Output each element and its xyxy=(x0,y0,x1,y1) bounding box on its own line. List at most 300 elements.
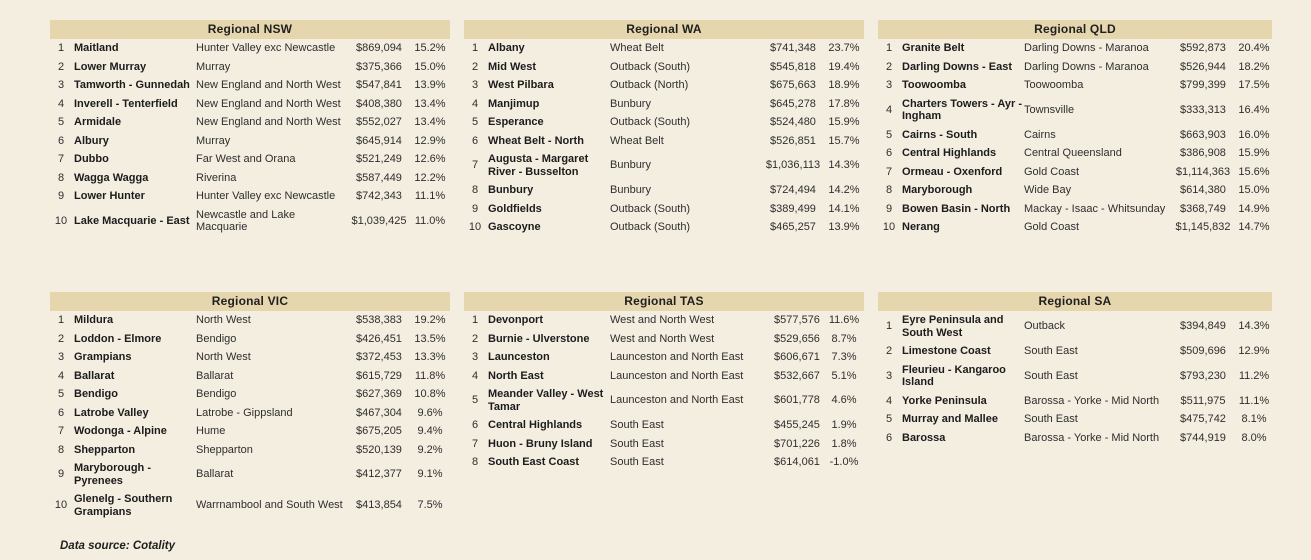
annual-change-cell: 9.2% xyxy=(417,443,443,456)
median-value-cell: $744,919 xyxy=(1180,431,1226,444)
sa4-region-cell: New England and North West xyxy=(196,97,341,110)
rank-cell: 3 xyxy=(885,79,893,91)
region-name-cell: Gascoyne xyxy=(488,221,541,233)
table-row xyxy=(50,95,450,114)
rank-cell: 1 xyxy=(885,320,893,333)
table-row xyxy=(464,385,864,416)
rank-cell: 9 xyxy=(57,468,65,481)
table-row xyxy=(464,348,864,367)
median-value-cell: $675,663 xyxy=(770,79,816,91)
annual-change-cell: 18.9% xyxy=(828,79,860,91)
annual-change-cell: 9.1% xyxy=(417,468,443,481)
rank-cell: 5 xyxy=(885,128,893,141)
region-name-cell: North East xyxy=(488,369,544,382)
annual-change-cell: 7.5% xyxy=(417,499,443,512)
table-row xyxy=(50,132,450,151)
sa4-region-cell: Darling Downs - Maranoa xyxy=(1024,60,1149,73)
rank-cell: 7 xyxy=(471,437,479,450)
annual-change-cell: 19.2% xyxy=(414,314,446,326)
median-value-cell: $408,380 xyxy=(356,97,402,110)
annual-change-cell: 11.1% xyxy=(1238,394,1270,407)
regional-tas-header: Regional TAS xyxy=(464,292,864,311)
rank-cell: 8 xyxy=(57,171,65,184)
rank-cell: 10 xyxy=(54,214,68,227)
region-name-cell: Glenelg - Southern Grampians xyxy=(74,493,173,518)
sa4-region-cell: Launceston and North East xyxy=(610,369,744,382)
sa4-region-cell: Outback xyxy=(1024,320,1065,333)
table-row xyxy=(464,367,864,386)
table-row xyxy=(464,95,864,114)
median-value-cell: $606,671 xyxy=(774,351,820,363)
sa4-region-cell: Wheat Belt xyxy=(610,134,664,147)
region-name-cell: Wheat Belt - North xyxy=(488,134,584,147)
median-value-cell: $520,139 xyxy=(356,443,402,456)
table-row xyxy=(464,435,864,454)
median-value-cell: $1,036,113 xyxy=(765,159,821,172)
rank-cell: 2 xyxy=(885,60,893,73)
median-value-cell: $869,094 xyxy=(356,42,402,54)
regional-wa-header: Regional WA xyxy=(464,20,864,39)
rank-cell: 9 xyxy=(885,202,893,215)
table-row xyxy=(50,311,450,330)
median-value-cell: $799,399 xyxy=(1180,79,1226,91)
region-name-cell: Bendigo xyxy=(74,388,118,400)
annual-change-cell: 14.2% xyxy=(828,184,860,196)
region-name-cell: Augusta - Margaret River - Busselton xyxy=(488,153,589,178)
region-name-cell: Loddon - Elmore xyxy=(74,332,162,345)
annual-change-cell: 13.5% xyxy=(414,332,446,345)
rank-cell: 3 xyxy=(471,351,479,363)
region-name-cell: Burnie - Ulverstone xyxy=(488,332,590,345)
sa4-region-cell: Newcastle and Lake Macquarie xyxy=(196,208,296,233)
table-row xyxy=(878,392,1272,411)
table-row xyxy=(878,39,1272,58)
annual-change-cell: 12.9% xyxy=(1238,345,1270,357)
rank-cell: 7 xyxy=(57,153,65,165)
rank-cell: 6 xyxy=(885,147,893,159)
regional-tas-table xyxy=(464,292,864,521)
sa4-region-cell: Gold Coast xyxy=(1024,165,1080,178)
region-name-cell: Limestone Coast xyxy=(902,345,991,357)
annual-change-cell: 14.7% xyxy=(1238,221,1270,233)
rank-cell: 5 xyxy=(57,388,65,400)
annual-change-cell: 10.8% xyxy=(414,388,446,400)
region-name-cell: Toowoomba xyxy=(902,79,966,91)
annual-change-cell: 7.3% xyxy=(831,351,857,363)
median-value-cell: $529,656 xyxy=(774,332,820,345)
sa4-region-cell: South East xyxy=(1024,413,1078,425)
regional-nsw-table xyxy=(50,20,450,292)
rank-cell: 4 xyxy=(57,369,65,382)
annual-change-cell: 13.9% xyxy=(828,221,860,233)
region-name-cell: South East Coast xyxy=(488,456,580,468)
median-value-cell: $592,873 xyxy=(1180,42,1226,54)
table-row xyxy=(878,200,1272,219)
median-value-cell: $793,230 xyxy=(1180,369,1226,382)
sa4-region-cell: New England and North West xyxy=(196,79,341,91)
rank-cell: 5 xyxy=(57,116,65,128)
annual-change-cell: 11.6% xyxy=(828,314,860,326)
table-row xyxy=(50,459,450,490)
region-name-cell: Maitland xyxy=(74,42,119,54)
table-row xyxy=(464,330,864,349)
rank-cell: 4 xyxy=(471,97,479,110)
median-value-cell: $1,114,363 xyxy=(1175,165,1231,178)
rank-cell: 5 xyxy=(885,413,893,425)
rank-cell: 6 xyxy=(57,406,65,419)
table-row xyxy=(464,150,864,181)
median-value-cell: $538,383 xyxy=(356,314,402,326)
rank-cell: 3 xyxy=(471,79,479,91)
region-name-cell: Yorke Peninsula xyxy=(902,394,987,407)
tables-grid xyxy=(50,20,1272,521)
region-name-cell: Bowen Basin - North xyxy=(902,202,1011,215)
table-row xyxy=(464,200,864,219)
table-row xyxy=(878,311,1272,342)
annual-change-cell: 17.8% xyxy=(828,97,860,110)
sa4-region-cell: South East xyxy=(1024,345,1078,357)
regional-qld-data xyxy=(878,39,1272,237)
table-row xyxy=(50,404,450,423)
region-name-cell: Murray and Mallee xyxy=(902,413,998,425)
data-source-note: Data source: Cotality xyxy=(60,540,176,552)
table-row xyxy=(464,311,864,330)
region-name-cell: Maryborough - Pyrenees xyxy=(74,462,151,487)
sa4-region-cell: South East xyxy=(1024,369,1078,382)
annual-change-cell: 11.2% xyxy=(1238,369,1270,382)
annual-change-cell: 13.4% xyxy=(414,97,446,110)
table-row xyxy=(878,144,1272,163)
region-name-cell: Wagga Wagga xyxy=(74,171,149,184)
annual-change-cell: 18.2% xyxy=(1238,60,1270,73)
region-name-cell: Devonport xyxy=(488,314,543,326)
region-name-cell: Central Highlands xyxy=(488,419,583,431)
region-name-cell: Maryborough xyxy=(902,184,973,196)
table-row xyxy=(50,367,450,386)
median-value-cell: $577,576 xyxy=(774,314,820,326)
sa4-region-cell: South East xyxy=(610,437,664,450)
rank-cell: 8 xyxy=(471,184,479,196)
annual-change-cell: 14.1% xyxy=(828,202,860,215)
sa4-region-cell: South East xyxy=(610,419,664,431)
annual-change-cell: 14.3% xyxy=(1238,320,1270,333)
sa4-region-cell: Outback (South) xyxy=(610,116,691,128)
annual-change-cell: 15.0% xyxy=(414,60,446,73)
annual-change-cell: 13.3% xyxy=(414,351,446,363)
table-row xyxy=(50,187,450,206)
region-name-cell: Albany xyxy=(488,42,525,54)
sa4-region-cell: Outback (South) xyxy=(610,221,691,233)
annual-change-cell: 17.5% xyxy=(1238,79,1270,91)
table-row xyxy=(878,58,1272,77)
rank-cell: 2 xyxy=(471,332,479,345)
rank-cell: 1 xyxy=(885,42,893,54)
sa4-region-cell: Cairns xyxy=(1024,128,1056,141)
annual-change-cell: 9.4% xyxy=(417,425,443,437)
annual-change-cell: 8.1% xyxy=(1241,413,1267,425)
sa4-region-cell: Outback (South) xyxy=(610,202,691,215)
region-name-cell: Mid West xyxy=(488,60,537,73)
annual-change-cell: 8.0% xyxy=(1241,431,1267,444)
median-value-cell: $1,145,832 xyxy=(1175,221,1231,233)
median-value-cell: $412,377 xyxy=(356,468,402,481)
regional-vic-header: Regional VIC xyxy=(50,292,450,311)
sa4-region-cell: Riverina xyxy=(196,171,237,184)
region-name-cell: Huon - Bruny Island xyxy=(488,437,593,450)
sa4-region-cell: Hunter Valley exc Newcastle xyxy=(196,190,336,202)
annual-change-cell: 13.4% xyxy=(414,116,446,128)
rank-cell: 6 xyxy=(885,431,893,444)
annual-change-cell: 20.4% xyxy=(1238,42,1270,54)
sa4-region-cell: West and North West xyxy=(610,314,715,326)
rank-cell: 6 xyxy=(57,134,65,147)
median-value-cell: $509,696 xyxy=(1180,345,1226,357)
annual-change-cell: 15.7% xyxy=(828,134,860,147)
sa4-region-cell: Bunbury xyxy=(610,184,651,196)
table-row xyxy=(464,416,864,435)
region-name-cell: Inverell - Tenterfield xyxy=(74,97,178,110)
table-row xyxy=(878,361,1272,392)
table-row xyxy=(878,76,1272,95)
sa4-region-cell: Bendigo xyxy=(196,332,237,345)
rank-cell: 3 xyxy=(57,79,65,91)
median-value-cell: $333,313 xyxy=(1180,103,1226,116)
table-row xyxy=(50,422,450,441)
median-value-cell: $552,027 xyxy=(356,116,402,128)
annual-change-cell: 14.3% xyxy=(828,159,860,172)
annual-change-cell: 11.8% xyxy=(414,369,446,382)
region-name-cell: West Pilbara xyxy=(488,79,554,91)
regional-sa-table xyxy=(878,292,1272,460)
sa4-region-cell: Townsville xyxy=(1024,103,1075,116)
regional-vic-data xyxy=(50,311,450,521)
annual-change-cell: 16.0% xyxy=(1238,128,1270,141)
rank-cell: 8 xyxy=(885,184,893,196)
region-name-cell: Shepparton xyxy=(74,443,136,456)
region-name-cell: Darling Downs - East xyxy=(902,60,1013,73)
region-name-cell: Lower Murray xyxy=(74,60,147,73)
median-value-cell: $426,451 xyxy=(356,332,402,345)
median-value-cell: $614,061 xyxy=(774,456,820,468)
table-row xyxy=(50,39,450,58)
sa4-region-cell: Warrnambool and South West xyxy=(196,499,343,512)
median-value-cell: $467,304 xyxy=(356,406,402,419)
median-value-cell: $645,914 xyxy=(356,134,402,147)
median-value-cell: $511,975 xyxy=(1180,394,1226,407)
rank-cell: 10 xyxy=(882,221,896,233)
rank-cell: 2 xyxy=(57,60,65,73)
sa4-region-cell: Wide Bay xyxy=(1024,184,1072,196)
annual-change-cell: 11.1% xyxy=(414,190,446,202)
rank-cell: 4 xyxy=(471,369,479,382)
region-name-cell: Fleurieu - Kangaroo Island xyxy=(902,363,1006,388)
rank-cell: 8 xyxy=(57,443,65,456)
region-name-cell: Latrobe Valley xyxy=(74,406,149,419)
median-value-cell: $614,380 xyxy=(1180,184,1226,196)
rank-cell: 4 xyxy=(57,97,65,110)
rank-cell: 3 xyxy=(57,351,65,363)
table-row xyxy=(878,95,1272,126)
regional-vic-table xyxy=(50,292,450,521)
sa4-region-cell: Murray xyxy=(196,134,231,147)
sa4-region-cell: Toowoomba xyxy=(1024,79,1084,91)
region-name-cell: Grampians xyxy=(74,351,132,363)
table-row xyxy=(464,218,864,237)
region-name-cell: Armidale xyxy=(74,116,122,128)
sa4-region-cell: Hunter Valley exc Newcastle xyxy=(196,42,336,54)
region-name-cell: Tamworth - Gunnedah xyxy=(74,79,190,91)
median-value-cell: $465,257 xyxy=(770,221,816,233)
annual-change-cell: 15.0% xyxy=(1238,184,1270,196)
median-value-cell: $524,480 xyxy=(770,116,816,128)
table-row xyxy=(878,218,1272,237)
annual-change-cell: 12.2% xyxy=(414,171,446,184)
annual-change-cell: 15.6% xyxy=(1238,165,1270,178)
median-value-cell: $675,205 xyxy=(356,425,402,437)
rank-cell: 1 xyxy=(471,314,479,326)
sa4-region-cell: Launceston and North East xyxy=(610,351,744,363)
region-name-cell: Mildura xyxy=(74,314,114,326)
rank-cell: 8 xyxy=(471,456,479,468)
median-value-cell: $1,039,425 xyxy=(351,214,407,227)
region-name-cell: Bunbury xyxy=(488,184,534,196)
region-name-cell: Meander Valley - West Tamar xyxy=(488,388,604,413)
table-row xyxy=(50,348,450,367)
region-name-cell: Central Highlands xyxy=(902,147,997,159)
annual-change-cell: 9.6% xyxy=(417,406,443,419)
rank-cell: 2 xyxy=(885,345,893,357)
region-name-cell: Wodonga - Alpine xyxy=(74,425,167,437)
sa4-region-cell: Mackay - Isaac - Whitsunday xyxy=(1024,202,1166,215)
sa4-region-cell: Far West and Orana xyxy=(196,153,296,165)
table-row xyxy=(464,181,864,200)
sa4-region-cell: Bunbury xyxy=(610,97,651,110)
median-value-cell: $386,908 xyxy=(1180,147,1226,159)
annual-change-cell: 23.7% xyxy=(828,42,860,54)
rank-cell: 5 xyxy=(471,394,479,407)
regional-qld-header: Regional QLD xyxy=(878,20,1272,39)
table-row xyxy=(878,342,1272,361)
region-name-cell: Eyre Peninsula and South West xyxy=(902,314,1004,339)
sa4-region-cell: North West xyxy=(196,314,251,326)
median-value-cell: $526,851 xyxy=(770,134,816,147)
region-name-cell: Ballarat xyxy=(74,369,115,382)
median-value-cell: $526,944 xyxy=(1180,60,1226,73)
region-name-cell: Lower Hunter xyxy=(74,190,145,202)
median-value-cell: $394,849 xyxy=(1180,320,1226,333)
rank-cell: 1 xyxy=(471,42,479,54)
annual-change-cell: 12.9% xyxy=(414,134,446,147)
annual-change-cell: 15.9% xyxy=(828,116,860,128)
region-name-cell: Nerang xyxy=(902,221,940,233)
sa4-region-cell: Latrobe - Gippsland xyxy=(196,406,293,419)
median-value-cell: $724,494 xyxy=(770,184,816,196)
sa4-region-cell: Launceston and North East xyxy=(610,394,744,407)
rank-cell: 7 xyxy=(885,165,893,178)
region-name-cell: Cairns - South xyxy=(902,128,978,141)
regional-qld-table xyxy=(878,20,1272,292)
regional-nsw-data xyxy=(50,39,450,237)
rank-cell: 5 xyxy=(471,116,479,128)
sa4-region-cell: Outback (South) xyxy=(610,60,691,73)
regional-sa-header: Regional SA xyxy=(878,292,1272,311)
median-value-cell: $521,249 xyxy=(356,153,402,165)
region-name-cell: Granite Belt xyxy=(902,42,965,54)
region-name-cell: Dubbo xyxy=(74,153,109,165)
region-name-cell: Barossa xyxy=(902,431,946,444)
regional-nsw-header: Regional NSW xyxy=(50,20,450,39)
annual-change-cell: 5.1% xyxy=(831,369,857,382)
annual-change-cell: 19.4% xyxy=(828,60,860,73)
table-row xyxy=(464,453,864,472)
median-value-cell: $645,278 xyxy=(770,97,816,110)
sa4-region-cell: Darling Downs - Maranoa xyxy=(1024,42,1149,54)
annual-change-cell: 15.9% xyxy=(1238,147,1270,159)
sa4-region-cell: South East xyxy=(610,456,664,468)
table-row xyxy=(878,429,1272,448)
sa4-region-cell: Shepparton xyxy=(196,443,253,456)
annual-change-cell: -1.0% xyxy=(829,456,859,468)
median-value-cell: $741,348 xyxy=(770,42,816,54)
table-row xyxy=(50,150,450,169)
table-row xyxy=(464,58,864,77)
rank-cell: 10 xyxy=(468,221,482,233)
table-row xyxy=(50,113,450,132)
sa4-region-cell: Wheat Belt xyxy=(610,42,664,54)
rank-cell: 6 xyxy=(471,419,479,431)
annual-change-cell: 1.8% xyxy=(831,437,857,450)
rank-cell: 4 xyxy=(885,394,893,407)
rank-cell: 3 xyxy=(885,369,893,382)
sa4-region-cell: Gold Coast xyxy=(1024,221,1080,233)
table-row xyxy=(50,206,450,237)
table-row xyxy=(464,113,864,132)
rank-cell: 2 xyxy=(471,60,479,73)
region-name-cell: Lake Macquarie - East xyxy=(74,214,190,227)
median-value-cell: $368,749 xyxy=(1180,202,1226,215)
table-row xyxy=(50,330,450,349)
median-value-cell: $455,245 xyxy=(774,419,820,431)
median-value-cell: $372,453 xyxy=(356,351,402,363)
sa4-region-cell: New England and North West xyxy=(196,116,341,128)
median-value-cell: $701,226 xyxy=(774,437,820,450)
sa4-region-cell: Ballarat xyxy=(196,468,234,481)
annual-change-cell: 1.9% xyxy=(831,419,857,431)
table-row xyxy=(50,490,450,521)
sa4-region-cell: Barossa - Yorke - Mid North xyxy=(1024,394,1160,407)
regional-wa-table xyxy=(464,20,864,292)
region-name-cell: Charters Towers - Ayr - Ingham xyxy=(902,97,1023,122)
table-row xyxy=(50,58,450,77)
region-name-cell: Esperance xyxy=(488,116,544,128)
median-value-cell: $475,742 xyxy=(1180,413,1226,425)
rank-cell: 2 xyxy=(57,332,65,345)
sa4-region-cell: Central Queensland xyxy=(1024,147,1122,159)
sa4-region-cell: Barossa - Yorke - Mid North xyxy=(1024,431,1160,444)
regional-wa-data xyxy=(464,39,864,237)
table-row xyxy=(50,385,450,404)
rank-cell: 4 xyxy=(885,103,893,116)
table-row xyxy=(464,76,864,95)
median-value-cell: $545,818 xyxy=(770,60,816,73)
median-value-cell: $601,778 xyxy=(774,394,820,407)
median-value-cell: $615,729 xyxy=(356,369,402,382)
table-row xyxy=(464,132,864,151)
median-value-cell: $532,667 xyxy=(774,369,820,382)
sa4-region-cell: Hume xyxy=(196,425,226,437)
sa4-region-cell: Bendigo xyxy=(196,388,237,400)
rank-cell: 6 xyxy=(471,134,479,147)
